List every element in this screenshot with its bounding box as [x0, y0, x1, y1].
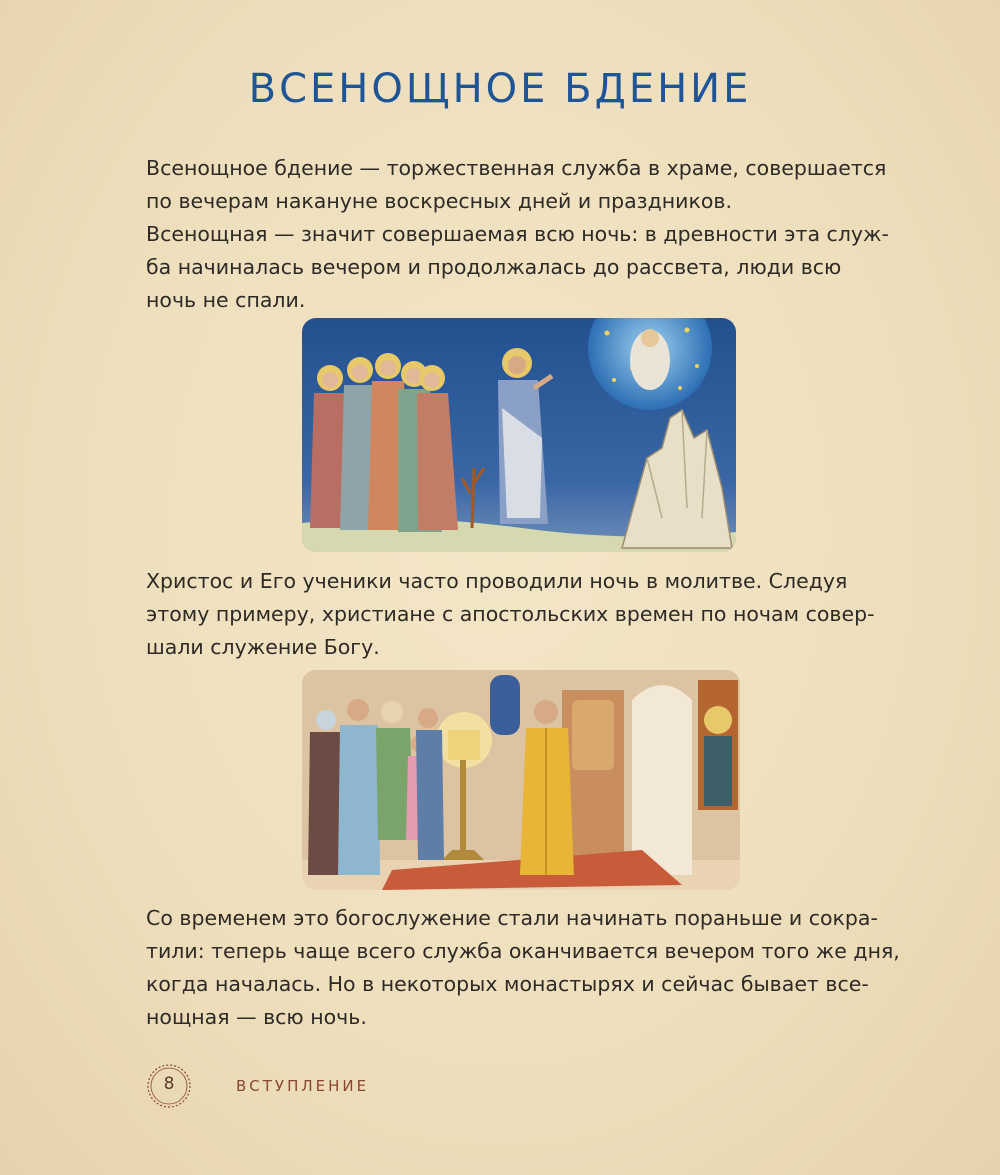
page-number: 8	[163, 1074, 175, 1094]
text-line: Всенощное бдение — торжественная служба в храме, совершается	[146, 156, 887, 180]
text-line: Всенощная — значит совершаемая всю ночь: в древности эта служ-	[146, 222, 889, 246]
illustration-church-service	[302, 670, 740, 890]
text-line: Христос и Его ученики часто проводили ночь в молитве. Следуя	[146, 569, 848, 593]
text-line: шали служение Богу.	[146, 635, 380, 659]
text-line: Со временем это богослужение стали начинать пораньше и сокра-	[146, 906, 878, 930]
section-label: ВСТУПЛЕНИЕ	[236, 1077, 370, 1095]
page-title: ВСЕНОЩНОЕ БДЕНИЕ	[248, 66, 752, 112]
text-line: этому примеру, христиане с апостольских времен по ночам совер-	[146, 602, 875, 626]
text-line: по вечерам накануне воскресных дней и праздников.	[146, 189, 732, 213]
text-line: когда началась. Но в некоторых монастырях и сейчас бывает все-	[146, 972, 869, 996]
page-number-badge	[146, 1063, 192, 1109]
text-line: ночь не спали.	[146, 288, 306, 312]
text-line: ба начиналась вечером и продолжалась до рассвета, люди всю	[146, 255, 842, 279]
paragraph-intro	[146, 152, 896, 317]
paragraph-night-prayer	[146, 565, 896, 664]
text-line: нощная — всю ночь.	[146, 1005, 367, 1029]
illustration-christ-disciples	[302, 318, 736, 552]
text-line: тили: теперь чаще всего служба оканчивается вечером того же дня,	[146, 939, 900, 963]
paragraph-modern-practice	[146, 902, 900, 1034]
